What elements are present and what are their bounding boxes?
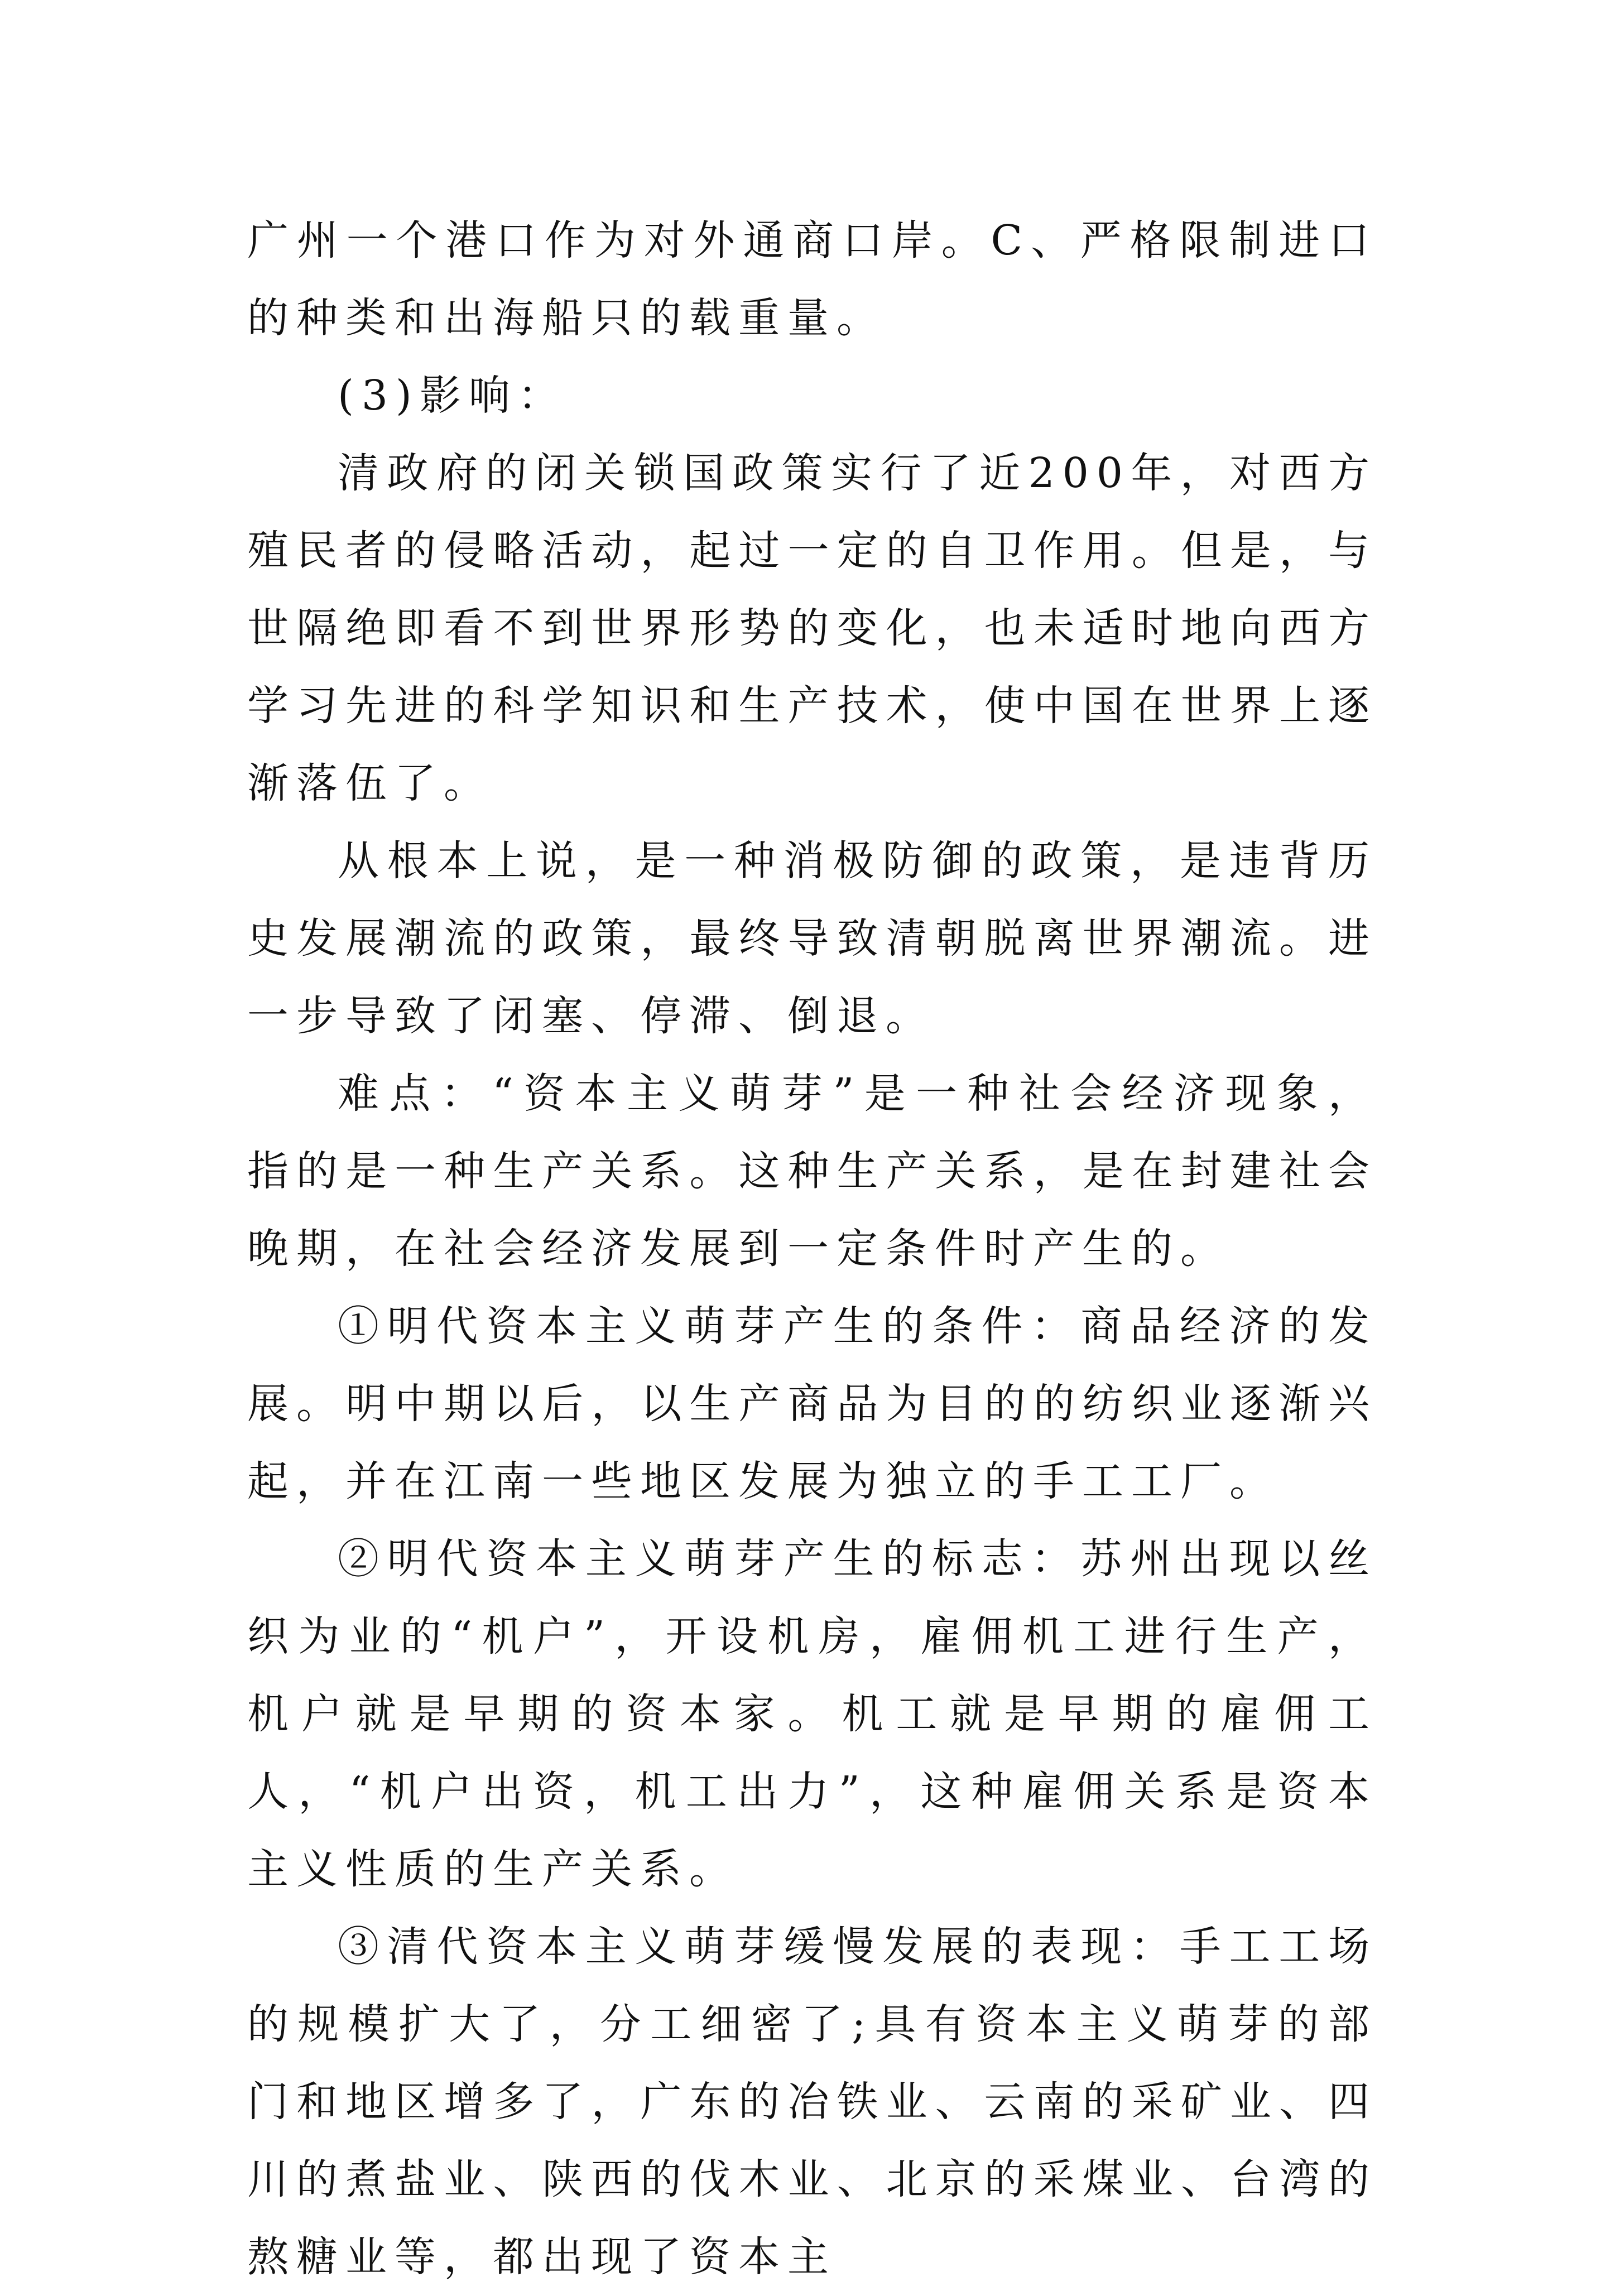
paragraph-ming-conditions: ①明代资本主义萌芽产生的条件：商品经济的发展。明中期以后，以生产商品为目的的纺织业逐渐兴起，并在江南一些地区发展为独立的手工工厂。 xyxy=(247,1302,1377,1505)
paragraph-continuation: 广州一个港口作为对外通商口岸。C、严格限制进口的种类和出海船只的载重量。 xyxy=(247,216,1377,342)
paragraph-ming-signs: ②明代资本主义萌芽产生的标志：苏州出现以丝织为业的“机户”，开设机房，雇佣机工进行生产，机户就是早期的资本家。机工就是早期的雇佣工人，“机户出资，机工出力”，这种雇佣关系是资本主义性质的生产关系。 xyxy=(247,1535,1377,1893)
paragraph-closed-door-policy: 清政府的闭关锁国政策实行了近200年，对西方殖民者的侵略活动，起过一定的自卫作用。但是，与世隔绝即看不到世界形势的变化，也未适时地向西方学习先进的科学知识和生产技术，使中国在世界上逐渐落伍了。 xyxy=(247,449,1377,807)
paragraph-qing-development: ③清代资本主义萌芽缓慢发展的表现：手工工场的规模扩大了，分工细密了;具有资本主义萌芽的部门和地区增多了，广东的冶铁业、云南的采矿业、四川的煮盐业、陕西的伐木业、北京的采煤业、台湾的熬糖业等，都出现了资本主 xyxy=(247,1923,1377,2281)
paragraph-fundamental-assessment: 从根本上说，是一种消极防御的政策，是违背历史发展潮流的政策，最终导致清朝脱离世界潮流。进一步导致了闭塞、停滞、倒退。 xyxy=(247,837,1377,1040)
paragraph-difficulty-capitalism-sprouts: 难点：“资本主义萌芽”是一种社会经济现象，指的是一种生产关系。这种生产关系，是在封建社会晚期，在社会经济发展到一定条件时产生的。 xyxy=(247,1070,1377,1273)
section-heading-influence: (3)影响： xyxy=(338,372,567,420)
document-body xyxy=(247,202,1377,2296)
